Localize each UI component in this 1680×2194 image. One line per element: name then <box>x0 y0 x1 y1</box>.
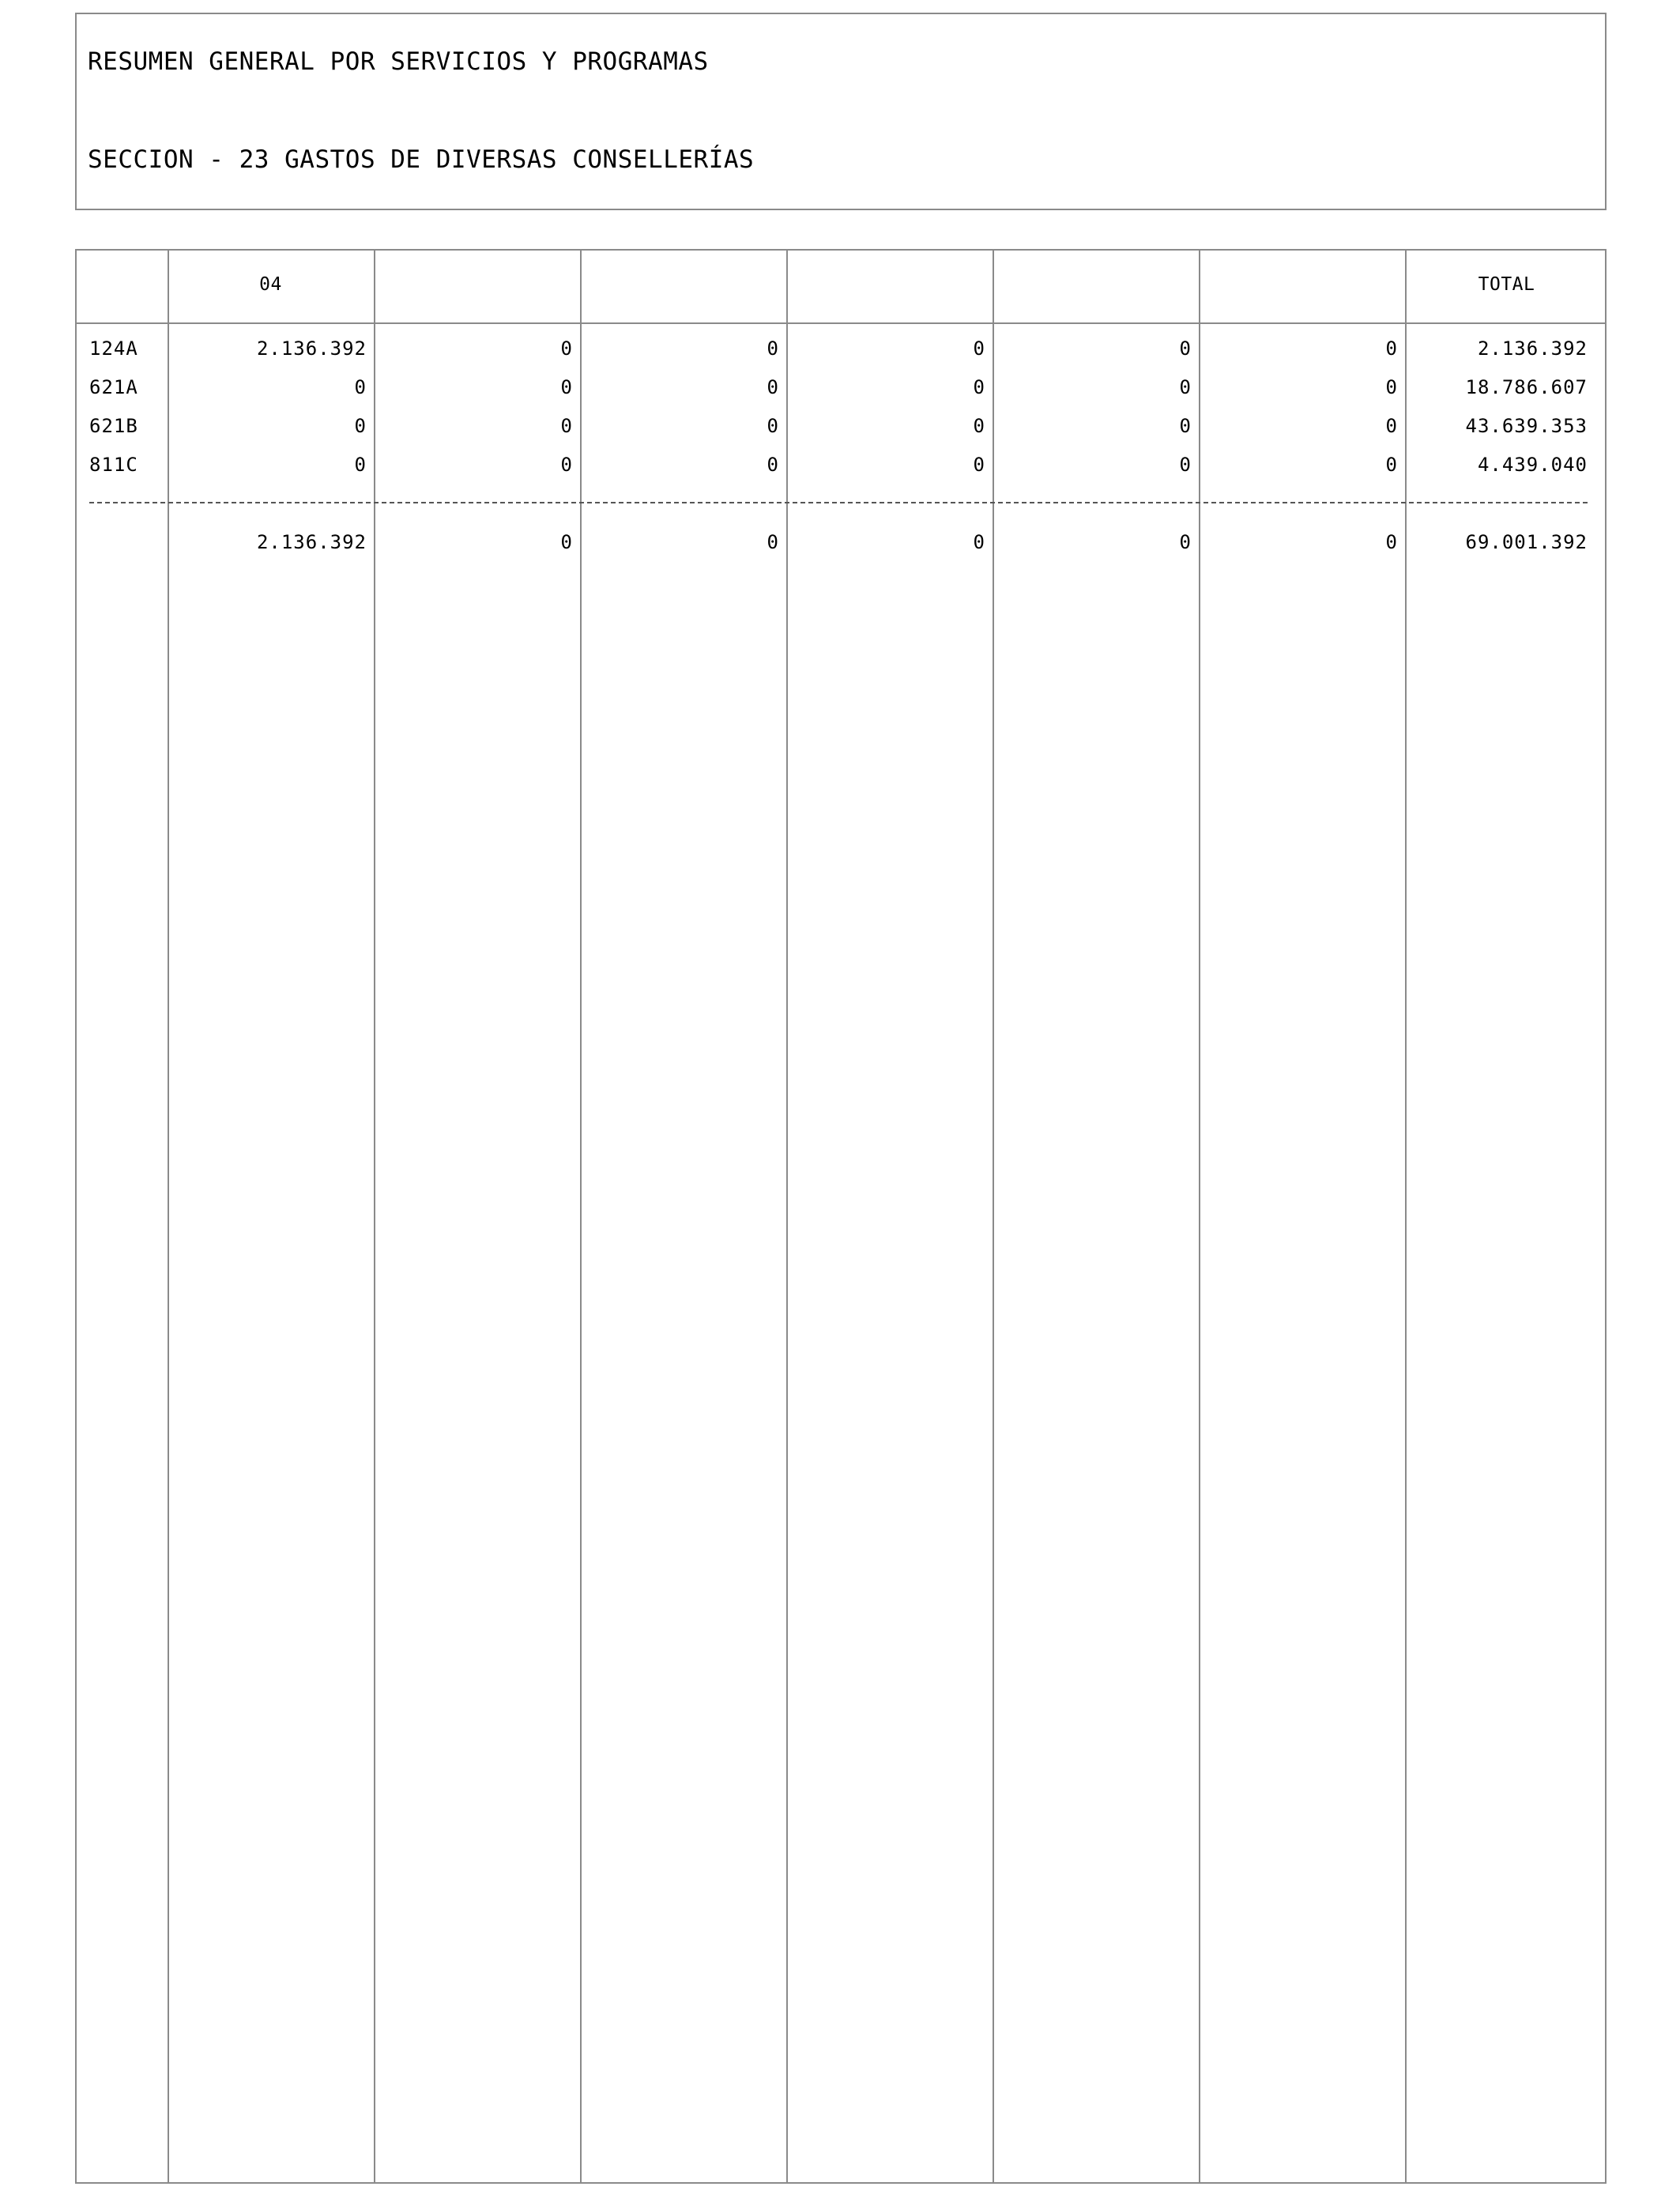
value-cell: 0 <box>1385 454 1398 476</box>
total-cell: 2.136.392 <box>1477 337 1588 360</box>
value-cell: 0 <box>973 415 985 437</box>
program-code: 621A <box>89 376 138 398</box>
value-cell: 0 <box>767 454 779 476</box>
section-title: SECCION - 23 GASTOS DE DIVERSAS CONSELLERÍAS <box>88 145 755 174</box>
total-cell: 18.786.607 <box>1465 376 1588 398</box>
value-cell: 0 <box>767 376 779 398</box>
summary-table <box>75 249 1607 2184</box>
value-cell: 0 <box>1385 376 1398 398</box>
document-title: RESUMEN GENERAL POR SERVICIOS Y PROGRAMAS <box>88 47 709 76</box>
value-cell: 0 <box>1179 376 1192 398</box>
program-code: 811C <box>89 454 138 476</box>
value-cell: 0 <box>1179 415 1192 437</box>
table-row <box>77 415 1605 439</box>
value-cell: 0 <box>354 454 367 476</box>
value-cell: 0 <box>354 376 367 398</box>
value-cell: 2.136.392 <box>256 337 367 360</box>
table-row <box>77 454 1605 477</box>
totals-row <box>77 531 1605 555</box>
value-cell: 0 <box>1179 337 1192 360</box>
total-value-cell: 0 <box>1179 531 1192 553</box>
program-code: 124A <box>89 337 138 360</box>
value-cell: 0 <box>767 415 779 437</box>
value-cell: 0 <box>973 376 985 398</box>
column-header-04: 04 <box>259 274 282 295</box>
value-cell: 0 <box>1385 415 1398 437</box>
value-cell: 0 <box>973 337 985 360</box>
table-row <box>77 337 1605 361</box>
total-value-cell: 0 <box>1385 531 1398 553</box>
grand-total-cell: 69.001.392 <box>1465 531 1588 553</box>
program-code: 621B <box>89 415 138 437</box>
total-cell: 4.439.040 <box>1477 454 1588 476</box>
total-cell: 43.639.353 <box>1465 415 1588 437</box>
total-value-cell: 0 <box>767 531 779 553</box>
column-header-total: TOTAL <box>1478 274 1535 295</box>
total-value-cell: 0 <box>973 531 985 553</box>
total-value-cell: 2.136.392 <box>256 531 367 553</box>
value-cell: 0 <box>560 454 573 476</box>
value-cell: 0 <box>1385 337 1398 360</box>
value-cell: 0 <box>767 337 779 360</box>
value-cell: 0 <box>1179 454 1192 476</box>
document-header <box>75 13 1607 210</box>
value-cell: 0 <box>560 415 573 437</box>
header-divider <box>77 322 1605 324</box>
table-row <box>77 376 1605 400</box>
value-cell: 0 <box>560 376 573 398</box>
value-cell: 0 <box>973 454 985 476</box>
value-cell: 0 <box>560 337 573 360</box>
value-cell: 0 <box>354 415 367 437</box>
total-value-cell: 0 <box>560 531 573 553</box>
totals-separator <box>89 502 1588 503</box>
